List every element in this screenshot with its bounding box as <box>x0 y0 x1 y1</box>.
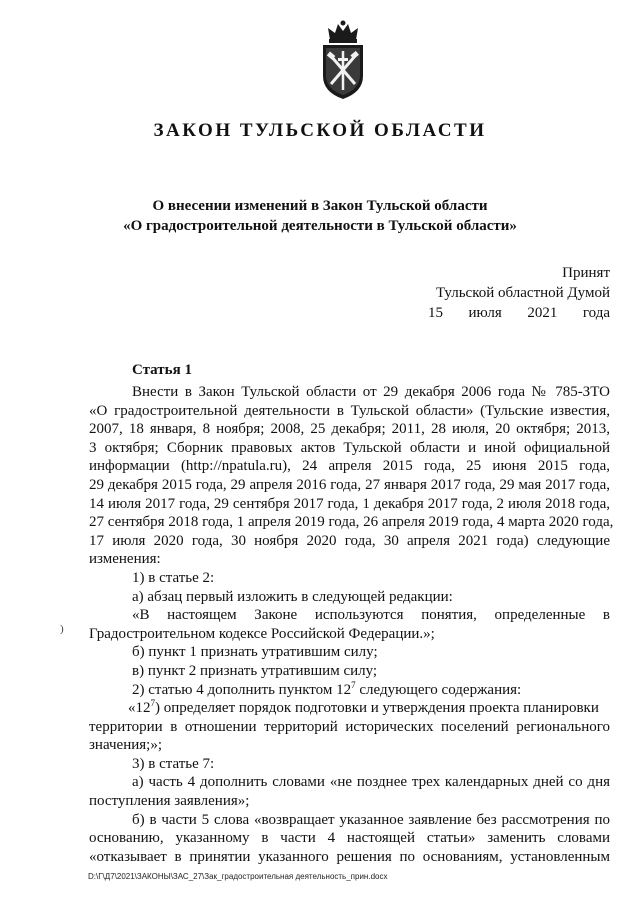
superscript: 7 <box>150 698 155 709</box>
text-fragment: «12 <box>128 700 151 717</box>
adopted-month: июля <box>468 305 502 321</box>
adoption-block <box>428 263 610 323</box>
text-line: Внести в Закон Тульской области от 29 декабря 2006 года № 785-ЗТО <box>132 384 610 400</box>
text-line: б) пункт 1 признать утратившим силу; <box>132 644 378 661</box>
text-line: территории в отношении территорий исторических поселений регионального <box>89 718 610 735</box>
text-line: 27 сентября 2018 года, 1 апреля 2019 года, 26 апреля 2019 года, 4 марта 2020 года, <box>89 514 614 531</box>
text-line: «отказывает в принятии указанного решения по основаниям, установленным <box>89 848 610 865</box>
text-fragment: следующего содержания: <box>355 681 522 698</box>
text-line: Градостроительном кодексе Российской Федерации.»; <box>89 625 435 642</box>
text-line: б) в части 5 слова «возвращает указанное заявление без рассмотрения по <box>132 811 610 828</box>
text-line: «О градостроительной деятельности в Тульской области» (Тульские известия, <box>89 402 610 419</box>
text-line: «В настоящем Законе используются понятия, определенные в <box>132 607 610 624</box>
article-body <box>89 383 614 866</box>
text-line: 1) в статье 2: <box>132 569 215 586</box>
text-line <box>89 681 610 700</box>
article-heading: Статья 1 <box>132 362 192 378</box>
adopted-date <box>428 303 610 323</box>
text-line: а) абзац первый изложить в следующей редакции: <box>132 588 453 605</box>
text-line: основанию, указанному в части 4 настоящей статьи» заменить словами <box>89 830 610 847</box>
text-fragment: 2) статью 4 дополнить пунктом 12 <box>132 681 352 698</box>
adopted-year-word: года <box>582 305 610 321</box>
text-line: поступления заявления»; <box>89 793 250 810</box>
margin-mark: ) <box>60 623 64 635</box>
adopted-year: 2021 <box>527 305 558 321</box>
text-line: 17 июля 2020 года, 30 ноября 2020 года, 30 апреля 2021 года) следующие <box>89 532 610 549</box>
text-line: информации (http://npatula.ru), 24 апреля 2015 года, 25 июня 2015 года, <box>89 458 610 475</box>
text-line: 14 июля 2017 года, 29 сентября 2017 года, 1 декабря 2017 года, 2 июля 2018 года, <box>89 495 610 512</box>
law-title: ЗАКОН ТУЛЬСКОЙ ОБЛАСТИ <box>153 120 487 141</box>
law-subtitle <box>0 196 640 236</box>
text-line: 29 декабря 2015 года, 29 апреля 2016 года, 27 января 2017 года, 29 мая 2017 года, <box>89 476 610 493</box>
adopted-day: 15 <box>428 305 443 321</box>
adopted-body: Тульской областной Думой <box>435 285 610 301</box>
subtitle-line: «О градостроительной деятельности в Тульской области» <box>123 218 517 234</box>
text-line <box>89 699 610 718</box>
text-line: значения;»; <box>89 737 163 754</box>
text-line: 3 октября; Сборник правовых актов Тульской области и иной официальной <box>89 439 610 456</box>
text-fragment: ) определяет порядок подготовки и утверждения проекта планировки <box>155 700 599 717</box>
subtitle-line: О внесении изменений в Закон Тульской области <box>152 198 488 214</box>
adopted-label: Принят <box>562 265 610 281</box>
text-line: а) часть 4 дополнить словами «не позднее трех календарных дней со дня <box>132 774 610 791</box>
coat-of-arms-icon <box>316 18 370 102</box>
file-path-footer: D:\Г\Д7\2021\ЗАКОНЫ\ЗАС_27\Зак_градостроительная деятельность_прин.docx <box>88 872 388 881</box>
text-line: в) пункт 2 признать утратившим силу; <box>132 662 378 679</box>
text-line: изменения: <box>89 551 161 568</box>
text-line: 2007, 18 января, 8 ноября; 2008, 25 декабря; 2011, 28 июля, 20 октября; 2013, <box>89 421 610 438</box>
text-line: 3) в статье 7: <box>132 755 215 772</box>
superscript: 7 <box>351 679 356 690</box>
